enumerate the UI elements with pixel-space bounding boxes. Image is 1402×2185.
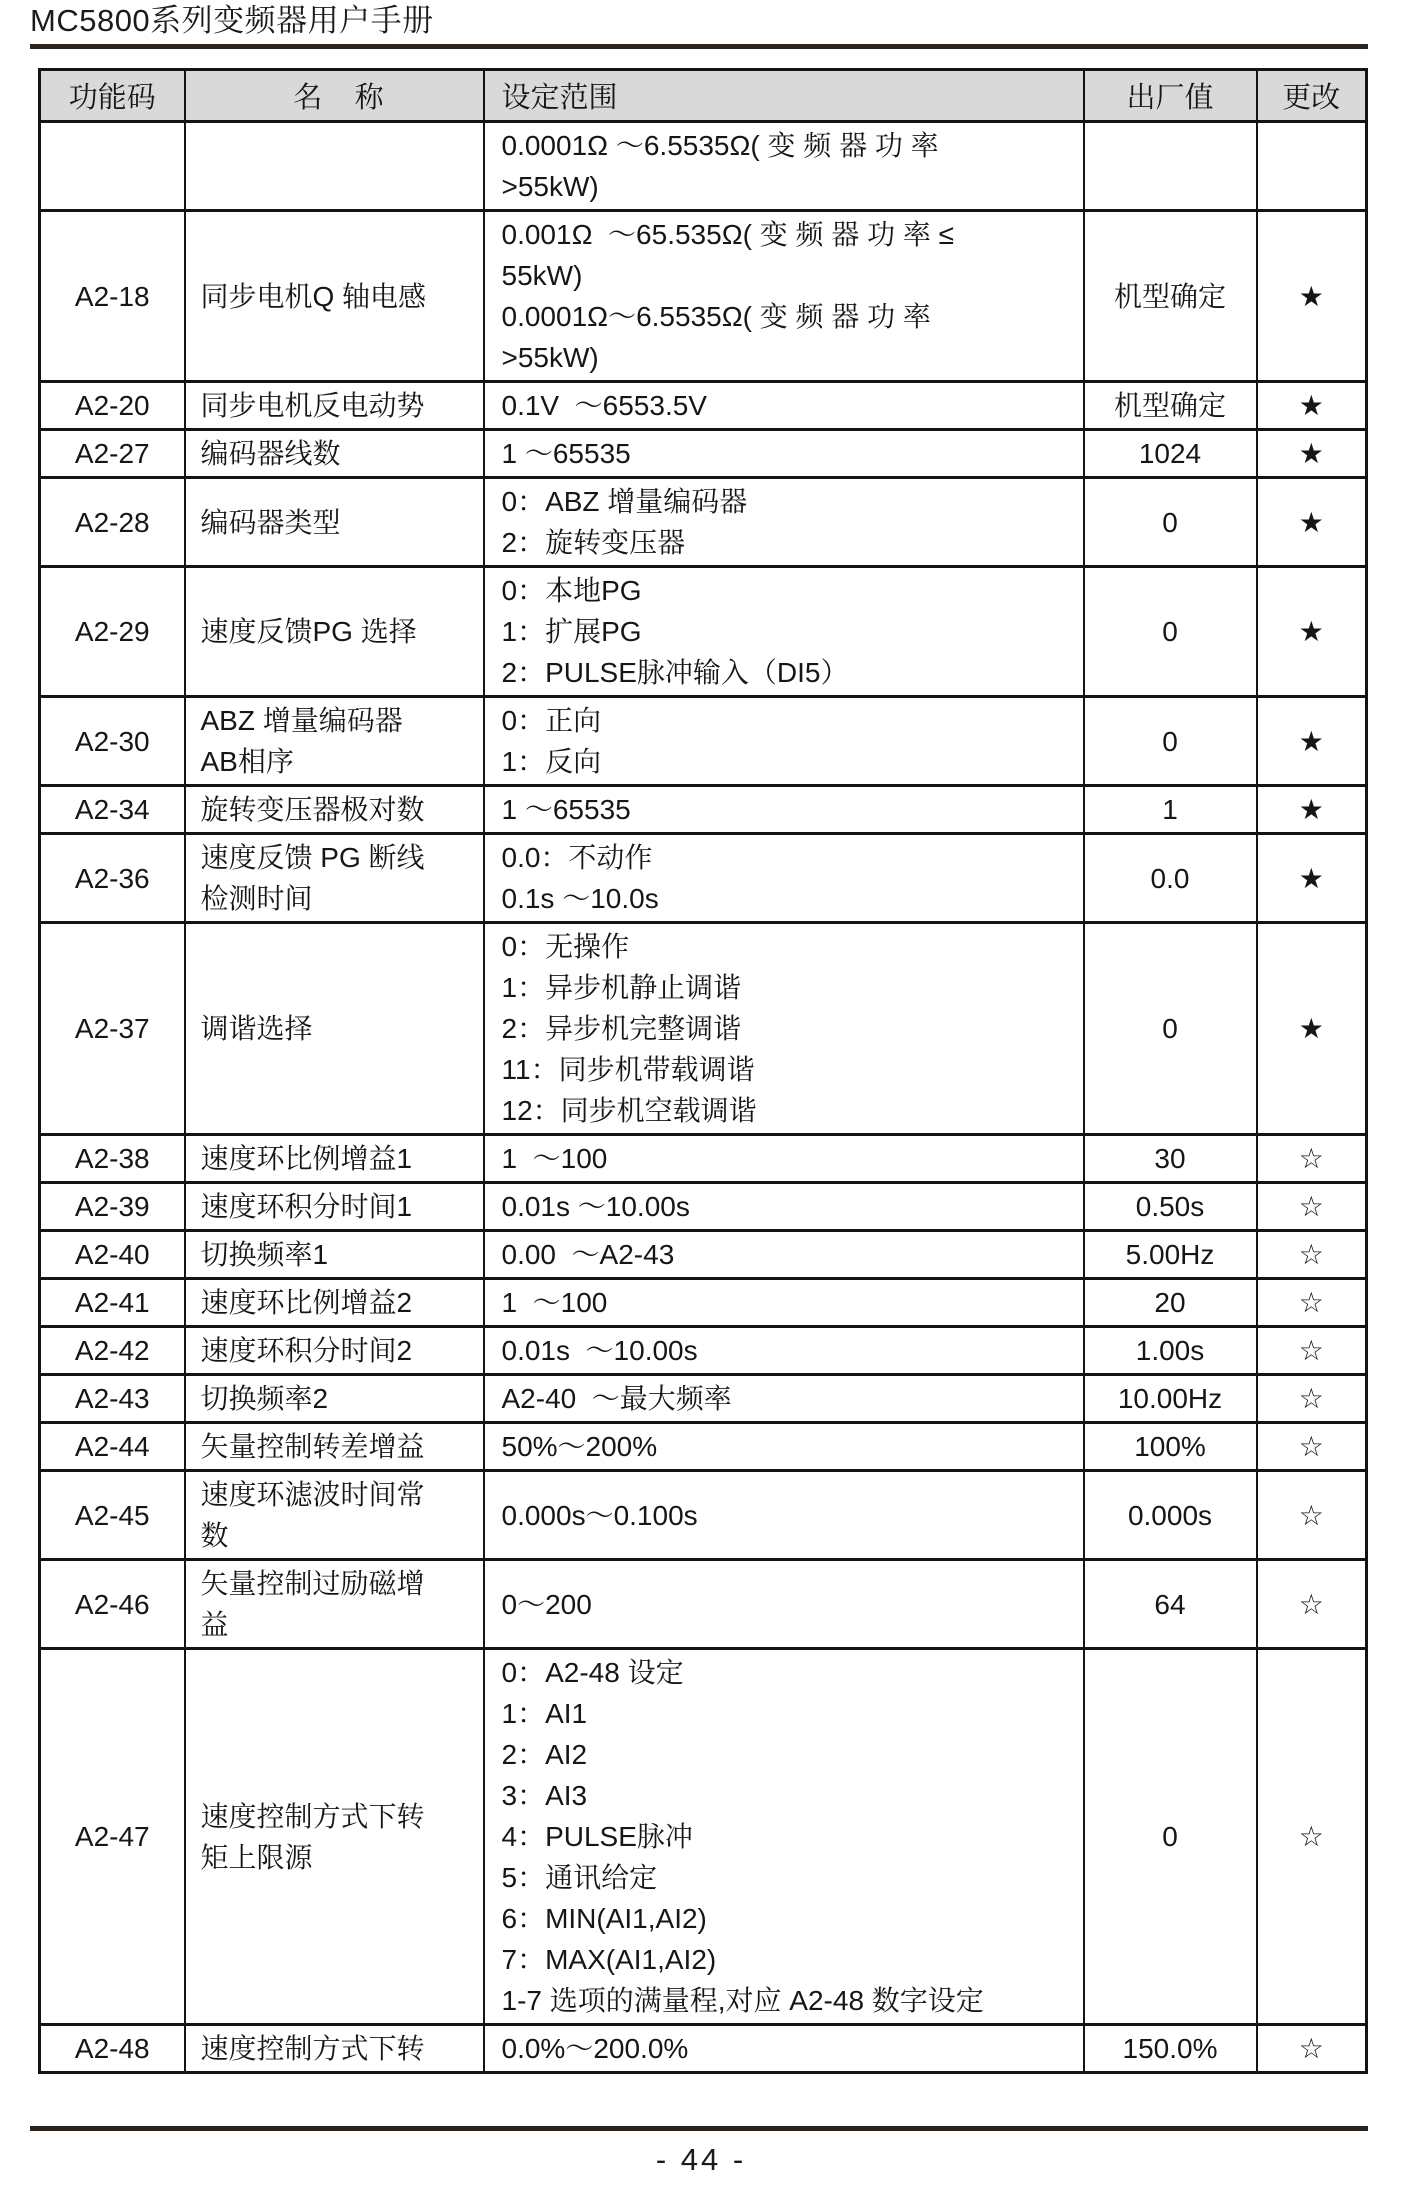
table-row — [40, 211, 1367, 382]
hollow-star-icon: ☆ — [1298, 1383, 1324, 1414]
range-line: 0.01s ～10.00s — [501, 1191, 690, 1222]
table-row — [40, 923, 1367, 1135]
cell-change-flag — [1257, 1375, 1367, 1423]
cell-name — [185, 786, 484, 834]
cell-setting-range — [484, 697, 1084, 786]
range-line: 0.0001Ω ～6.5535Ω( 变 频 器 功 率 — [501, 130, 939, 161]
range-line: 0：正向 — [501, 705, 602, 736]
range-line: 0：ABZ 增量编码器 — [501, 486, 748, 517]
name-line: 速度控制方式下转 — [200, 2033, 425, 2064]
name-line: 速度环比例增益1 — [200, 1143, 413, 1174]
cell-factory-default — [1084, 122, 1257, 211]
cell-change-flag — [1257, 567, 1367, 697]
cell-function-code: A2-46 — [40, 1560, 185, 1649]
range-line: 12：同步机空载调谐 — [501, 1095, 757, 1126]
filled-star-icon: ★ — [1298, 280, 1324, 312]
table-row — [40, 1471, 1367, 1560]
column-header-function-code: 功能码 — [40, 70, 185, 122]
cell-name — [185, 430, 484, 478]
cell-change-flag — [1257, 834, 1367, 923]
hollow-star-icon: ☆ — [1298, 1588, 1324, 1620]
table-row — [40, 1183, 1367, 1231]
cell-setting-range — [484, 1183, 1084, 1231]
cell-factory-default: 100% — [1084, 1423, 1257, 1471]
range-line: 6：MIN(AI1,AI2) — [501, 1903, 707, 1934]
cell-change-flag — [1257, 1560, 1367, 1649]
cell-name — [185, 567, 484, 697]
cell-function-code: A2-20 — [40, 382, 185, 430]
hollow-star-icon: ☆ — [1298, 1431, 1324, 1462]
cell-name — [185, 1135, 484, 1183]
cell-name — [185, 1471, 484, 1560]
range-line: 7：MAX(AI1,AI2) — [501, 1944, 717, 1975]
parameter-table — [38, 68, 1368, 2074]
cell-setting-range — [484, 1375, 1084, 1423]
range-line: >55kW) — [501, 171, 599, 202]
cell-function-code: A2-42 — [40, 1327, 185, 1375]
cell-change-flag — [1257, 697, 1367, 786]
cell-setting-range — [484, 1327, 1084, 1375]
range-line: 1：AI1 — [501, 1698, 588, 1729]
cell-name — [185, 1649, 484, 2025]
cell-change-flag — [1257, 2025, 1367, 2073]
cell-factory-default: 0 — [1084, 478, 1257, 567]
name-line: 检测时间 — [200, 883, 313, 914]
cell-name — [185, 1327, 484, 1375]
name-line: 矢量控制过励磁增 — [200, 1568, 425, 1599]
cell-factory-default: 5.00Hz — [1084, 1231, 1257, 1279]
cell-setting-range — [484, 834, 1084, 923]
table-row — [40, 2025, 1367, 2073]
range-line: 0～200 — [501, 1588, 592, 1620]
cell-function-code: A2-37 — [40, 923, 185, 1135]
cell-setting-range — [484, 1279, 1084, 1327]
filled-star-icon: ★ — [1298, 438, 1324, 469]
table-row — [40, 1231, 1367, 1279]
name-line: 速度反馈 PG 断线 — [200, 842, 425, 873]
cell-setting-range — [484, 567, 1084, 697]
cell-name — [185, 1560, 484, 1649]
cell-change-flag — [1257, 1231, 1367, 1279]
cell-factory-default: 64 — [1084, 1560, 1257, 1649]
cell-factory-default: 1024 — [1084, 430, 1257, 478]
name-line: 矩上限源 — [200, 1841, 313, 1873]
cell-change-flag — [1257, 1279, 1367, 1327]
cell-function-code: A2-29 — [40, 567, 185, 697]
column-header-change: 更改 — [1257, 70, 1367, 122]
table-row — [40, 786, 1367, 834]
cell-setting-range — [484, 1560, 1084, 1649]
range-line: 0：无操作 — [501, 931, 630, 962]
cell-function-code: A2-27 — [40, 430, 185, 478]
cell-factory-default: 30 — [1084, 1135, 1257, 1183]
range-line: 1：反向 — [501, 746, 602, 777]
table-row — [40, 697, 1367, 786]
cell-factory-default: 1 — [1084, 786, 1257, 834]
name-line: 速度环积分时间1 — [200, 1191, 413, 1222]
table-header — [40, 70, 1367, 122]
hollow-star-icon: ☆ — [1298, 1191, 1324, 1222]
range-line: 0：A2-48 设定 — [501, 1657, 684, 1688]
cell-function-code: A2-28 — [40, 478, 185, 567]
cell-factory-default: 10.00Hz — [1084, 1375, 1257, 1423]
filled-star-icon: ★ — [1298, 506, 1324, 538]
name-line: ABZ 增量编码器 — [200, 705, 403, 736]
cell-factory-default: 150.0% — [1084, 2025, 1257, 2073]
cell-setting-range — [484, 430, 1084, 478]
table-row — [40, 1423, 1367, 1471]
cell-function-code: A2-43 — [40, 1375, 185, 1423]
cell-factory-default: 1.00s — [1084, 1327, 1257, 1375]
cell-setting-range — [484, 1649, 1084, 2025]
cell-name — [185, 382, 484, 430]
cell-setting-range — [484, 786, 1084, 834]
name-line: 速度反馈PG 选择 — [200, 616, 417, 647]
cell-name — [185, 211, 484, 382]
range-line: 1：扩展PG — [501, 616, 642, 647]
page-number: - 44 - — [655, 2142, 747, 2177]
cell-setting-range — [484, 2025, 1084, 2073]
hollow-star-icon: ☆ — [1298, 1821, 1324, 1852]
table-row — [40, 834, 1367, 923]
cell-setting-range — [484, 478, 1084, 567]
hollow-star-icon: ☆ — [1298, 2033, 1324, 2064]
table-row — [40, 1135, 1367, 1183]
range-line: 2：AI2 — [501, 1739, 588, 1770]
cell-change-flag — [1257, 1135, 1367, 1183]
cell-change-flag — [1257, 1327, 1367, 1375]
range-line: A2-40 ～最大频率 — [501, 1383, 732, 1414]
range-line: 1 ～100 — [501, 1287, 608, 1318]
filled-star-icon: ★ — [1298, 862, 1324, 894]
cell-name — [185, 697, 484, 786]
range-line: 0：本地PG — [501, 575, 642, 606]
range-line: 11：同步机带载调谐 — [501, 1054, 755, 1085]
hollow-star-icon: ☆ — [1298, 1143, 1324, 1174]
name-line: 调谐选择 — [200, 1013, 313, 1044]
cell-change-flag — [1257, 1423, 1367, 1471]
cell-name — [185, 1423, 484, 1471]
cell-function-code: A2-40 — [40, 1231, 185, 1279]
range-line: 1 ～65535 — [501, 794, 631, 825]
table-row — [40, 430, 1367, 478]
cell-factory-default: 0.000s — [1084, 1471, 1257, 1560]
cell-change-flag — [1257, 1649, 1367, 2025]
table-row — [40, 478, 1367, 567]
filled-star-icon: ★ — [1298, 725, 1324, 757]
name-line: AB相序 — [200, 746, 294, 777]
name-line: 编码器类型 — [200, 506, 341, 538]
cell-function-code: A2-36 — [40, 834, 185, 923]
range-line: 0.1s ～10.0s — [501, 883, 659, 914]
table-row — [40, 1375, 1367, 1423]
cell-name — [185, 1279, 484, 1327]
cell-change-flag — [1257, 122, 1367, 211]
cell-change-flag — [1257, 786, 1367, 834]
cell-function-code: A2-18 — [40, 211, 185, 382]
cell-change-flag — [1257, 211, 1367, 382]
cell-function-code: A2-41 — [40, 1279, 185, 1327]
name-line: 编码器线数 — [200, 438, 341, 469]
cell-function-code: A2-48 — [40, 2025, 185, 2073]
cell-function-code: A2-45 — [40, 1471, 185, 1560]
cell-factory-default: 0.50s — [1084, 1183, 1257, 1231]
cell-setting-range — [484, 1423, 1084, 1471]
filled-star-icon: ★ — [1298, 390, 1324, 421]
hollow-star-icon: ☆ — [1298, 1499, 1324, 1531]
range-line: 4：PULSE脉冲 — [501, 1821, 693, 1852]
name-line: 同步电机Q 轴电感 — [200, 280, 427, 312]
cell-name — [185, 122, 484, 211]
table-row — [40, 1279, 1367, 1327]
cell-factory-default: 20 — [1084, 1279, 1257, 1327]
name-line: 速度控制方式下转 — [200, 1800, 425, 1832]
cell-factory-default: 机型确定 — [1084, 211, 1257, 382]
name-line: 切换频率1 — [200, 1239, 329, 1270]
hollow-star-icon: ☆ — [1298, 1239, 1324, 1270]
table-row — [40, 122, 1367, 211]
cell-factory-default: 0.0 — [1084, 834, 1257, 923]
hollow-star-icon: ☆ — [1298, 1287, 1324, 1318]
cell-factory-default: 0 — [1084, 697, 1257, 786]
cell-setting-range — [484, 211, 1084, 382]
cell-change-flag — [1257, 1471, 1367, 1560]
cell-change-flag — [1257, 382, 1367, 430]
header-rule — [30, 44, 1368, 49]
range-line: 0.0：不动作 — [501, 842, 653, 873]
range-line: 0.0001Ω～6.5535Ω( 变 频 器 功 率 — [501, 301, 931, 332]
cell-name — [185, 1183, 484, 1231]
cell-setting-range — [484, 1471, 1084, 1560]
name-line: 切换频率2 — [200, 1383, 329, 1414]
range-line: 50%～200% — [501, 1431, 658, 1462]
name-line: 益 — [200, 1609, 229, 1640]
name-line: 矢量控制转差增益 — [200, 1431, 425, 1462]
range-line: 1-7 选项的满量程,对应 A2-48 数字设定 — [501, 1985, 984, 2016]
cell-function-code: A2-38 — [40, 1135, 185, 1183]
cell-name — [185, 923, 484, 1135]
range-line: 2：异步机完整调谐 — [501, 1013, 742, 1044]
table-row — [40, 1560, 1367, 1649]
cell-setting-range — [484, 122, 1084, 211]
cell-name — [185, 1375, 484, 1423]
filled-star-icon: ★ — [1298, 616, 1324, 647]
name-line: 速度环积分时间2 — [200, 1335, 413, 1366]
cell-factory-default: 0 — [1084, 1649, 1257, 2025]
cell-setting-range — [484, 1231, 1084, 1279]
table-row — [40, 1327, 1367, 1375]
cell-name — [185, 2025, 484, 2073]
hollow-star-icon: ☆ — [1298, 1335, 1324, 1366]
cell-name — [185, 478, 484, 567]
cell-function-code: A2-39 — [40, 1183, 185, 1231]
table-row — [40, 1649, 1367, 2025]
cell-factory-default: 机型确定 — [1084, 382, 1257, 430]
name-line: 数 — [200, 1520, 229, 1551]
filled-star-icon: ★ — [1298, 1013, 1324, 1044]
cell-name — [185, 834, 484, 923]
cell-function-code: A2-30 — [40, 697, 185, 786]
range-line: 1：异步机静止调谐 — [501, 972, 742, 1003]
range-line: 2：旋转变压器 — [501, 527, 686, 558]
range-line: 0.1V ～6553.5V — [501, 390, 707, 421]
range-line: 1 ～100 — [501, 1143, 608, 1174]
range-line: 1 ～65535 — [501, 438, 631, 469]
range-line: 5：通讯给定 — [501, 1862, 658, 1893]
name-line: 同步电机反电动势 — [200, 390, 425, 421]
table-row — [40, 567, 1367, 697]
cell-factory-default: 0 — [1084, 567, 1257, 697]
cell-name — [185, 1231, 484, 1279]
footer-rule — [30, 2126, 1368, 2131]
cell-change-flag — [1257, 923, 1367, 1135]
range-line: 2：PULSE脉冲输入（DI5） — [501, 657, 849, 688]
cell-factory-default: 0 — [1084, 923, 1257, 1135]
header-row — [40, 70, 1367, 122]
range-line: 0.00 ～A2-43 — [501, 1239, 675, 1270]
column-header-factory-default: 出厂值 — [1084, 70, 1257, 122]
manual-header-title: MC5800系列变频器用户手册 — [30, 3, 434, 38]
cell-setting-range — [484, 1135, 1084, 1183]
range-line: 0.0%～200.0% — [501, 2033, 689, 2064]
column-header-name: 名 称 — [185, 70, 484, 122]
name-line: 速度环滤波时间常 — [200, 1479, 425, 1510]
cell-setting-range — [484, 382, 1084, 430]
range-line: 55kW) — [501, 260, 583, 291]
name-line: 速度环比例增益2 — [200, 1287, 413, 1318]
cell-change-flag — [1257, 430, 1367, 478]
cell-function-code: A2-34 — [40, 786, 185, 834]
filled-star-icon: ★ — [1298, 794, 1324, 825]
range-line: 0.001Ω ～65.535Ω( 变 频 器 功 率 ≤ — [501, 219, 954, 250]
range-line: 0.000s～0.100s — [501, 1499, 698, 1531]
cell-function-code: A2-47 — [40, 1649, 185, 2025]
table-body — [40, 122, 1367, 2073]
cell-change-flag — [1257, 1183, 1367, 1231]
cell-change-flag — [1257, 478, 1367, 567]
range-line: 0.01s ～10.00s — [501, 1335, 698, 1366]
column-header-setting-range: 设定范围 — [484, 70, 1084, 122]
range-line: >55kW) — [501, 342, 599, 373]
table-row — [40, 382, 1367, 430]
cell-setting-range — [484, 923, 1084, 1135]
name-line: 旋转变压器极对数 — [200, 794, 425, 825]
cell-function-code: A2-44 — [40, 1423, 185, 1471]
cell-function-code — [40, 122, 185, 211]
range-line: 3：AI3 — [501, 1780, 588, 1811]
